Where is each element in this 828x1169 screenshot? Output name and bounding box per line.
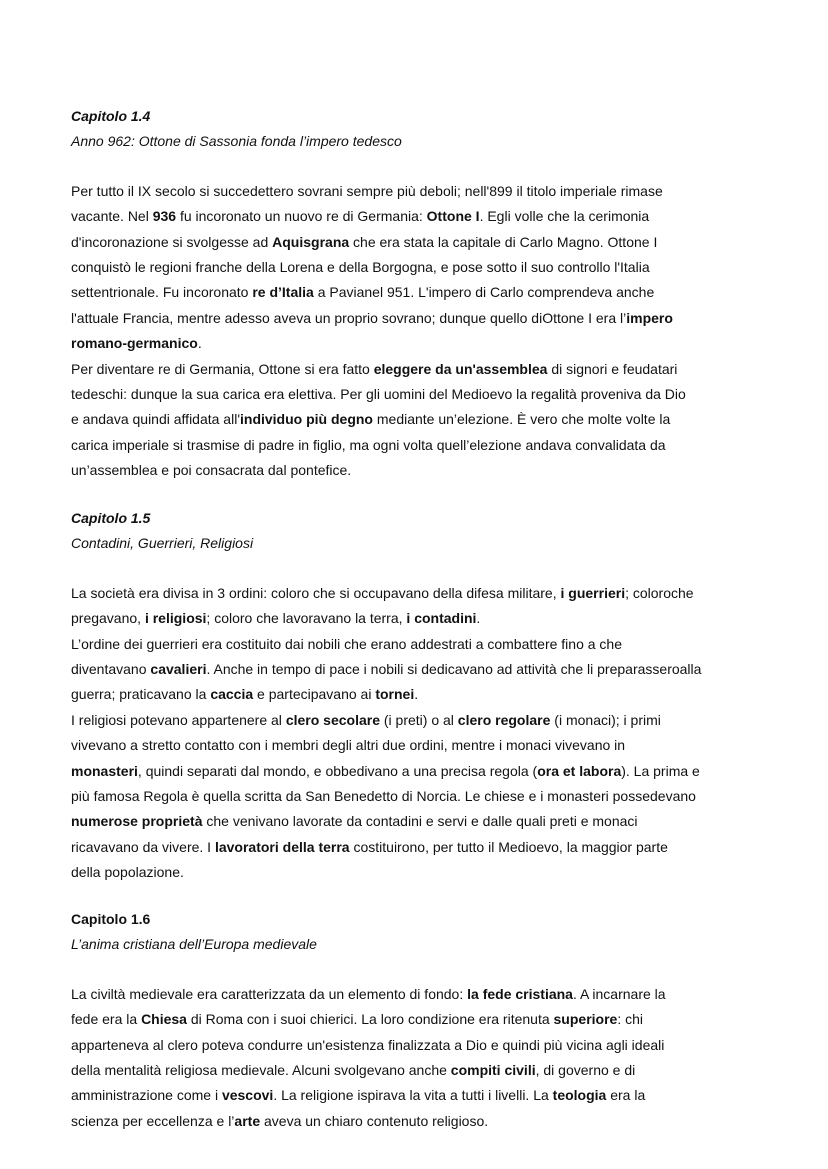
text-run: vivevano a stretto contatto con i membri degli altri due ordini, mentre i monaci vivevano in [71, 737, 626, 754]
bold-term: numerose proprietà [71, 813, 203, 830]
text-line [71, 759, 701, 784]
text-run: . [476, 610, 481, 627]
text-run: vacante. Nel [71, 208, 153, 225]
text-line [71, 255, 686, 280]
chapter-title: Capitolo 1.4 [71, 108, 151, 124]
text-run: ). La prima e [621, 762, 700, 779]
text-line [71, 204, 686, 229]
chapter-1-4 [71, 104, 686, 483]
spacer [71, 958, 666, 982]
text-run: di signori e feudatari [547, 360, 678, 377]
text-run: della popolazione. [71, 864, 184, 881]
text-line [71, 1083, 666, 1108]
bold-term: eleggere da un'assemblea [373, 360, 548, 377]
text-run: Per diventare re di Germania, Ottone si era fatto [71, 360, 374, 377]
text-line [71, 733, 701, 758]
bold-term: arte [234, 1112, 261, 1129]
text-line [71, 809, 701, 834]
bold-term: superiore [553, 1011, 618, 1028]
text-run: fede era la [71, 1011, 142, 1028]
bold-term: la fede cristiana [467, 985, 573, 1002]
text-line [71, 458, 686, 483]
text-line [71, 306, 686, 331]
text-run: e partecipavano ai [253, 686, 376, 703]
text-line [71, 835, 701, 860]
text-run: apparteneva al clero poteva condurre un'esistenza finalizzata a Dio e quindi più vicina agli ideali [71, 1036, 665, 1053]
text-run: mediante un’elezione. È vero che molte volte la [372, 411, 671, 428]
bold-term: i contadini [406, 610, 477, 627]
bold-term: i guerrieri [560, 584, 626, 601]
chapter-title: Capitolo 1.5 [71, 510, 151, 526]
chapter-subtitle: L’anima cristiana dell’Europa medievale [71, 936, 317, 953]
text-line [71, 657, 701, 682]
text-run: a Pavianel 951. L'impero di Carlo comprendeva anche [313, 284, 655, 301]
text-run: . Anche in tempo di pace i nobili si dedicavano ad attività che li preparasseroalla [206, 660, 702, 677]
text-line [71, 1033, 666, 1058]
text-run: (i preti) o al [379, 711, 458, 728]
text-run: carica imperiale si trasmise di padre in figlio, ma ogni volta quell’elezione andava convalidata da [71, 436, 666, 453]
text-line [71, 407, 686, 432]
text-run: : chi [617, 1011, 644, 1028]
text-run: aveva un chiaro contenuto religioso. [260, 1112, 489, 1129]
text-line [71, 331, 686, 356]
text-run: ; coloro che lavoravano la terra, [206, 610, 407, 627]
bold-term: romano-germanico [71, 335, 198, 352]
text-run: amministrazione come i [71, 1087, 222, 1104]
text-line [71, 433, 686, 458]
text-run: settentrionale. Fu incoronato [71, 284, 253, 301]
bold-term: 936 [152, 208, 177, 225]
text-line [71, 382, 686, 407]
bold-term: teologia [552, 1087, 607, 1104]
text-line [71, 1109, 666, 1134]
text-run: conquistò le regioni franche della Lorena e della Borgogna, e pose sotto il suo controllo l'Italia [71, 258, 650, 275]
bold-term: individuo più degno [240, 411, 373, 428]
bold-term: clero regolare [457, 711, 551, 728]
text-run: , quindi separati dal mondo, e obbedivano a una precisa regola ( [137, 762, 538, 779]
text-run: guerra; praticavano la [71, 686, 211, 703]
text-line [71, 708, 701, 733]
bold-term: i religiosi [144, 610, 207, 627]
text-run: ; coloroche [625, 584, 694, 601]
text-run: La società era divisa in 3 ordini: coloro che si occupavano della difesa militare, [71, 584, 561, 601]
text-line [71, 230, 686, 255]
text-line [71, 1058, 666, 1083]
chapter-subtitle: Contadini, Guerrieri, Religiosi [71, 535, 254, 552]
text-run: fu incoronato un nuovo re di Germania: [176, 208, 427, 225]
bold-term: Ottone I [426, 208, 480, 225]
chapter-1-6 [71, 907, 666, 1134]
text-run: che era stata la capitale di Carlo Magno. Ottone I [349, 233, 658, 250]
text-line [71, 1007, 666, 1032]
bold-term: caccia [210, 686, 254, 703]
text-run: . Egli volle che la cerimonia [479, 208, 650, 225]
text-run: , di governo e di [535, 1061, 636, 1078]
text-run: scienza per eccellenza e l’ [71, 1112, 235, 1129]
text-run: tedeschi: dunque la sua carica era elettiva. Per gli uomini del Medioevo la regalità proveniva da Dio [71, 385, 686, 402]
text-run: pregavano, [71, 610, 145, 627]
chapter-1-5 [71, 506, 701, 885]
text-run: diventavano [71, 660, 151, 677]
text-line [71, 784, 701, 809]
bold-term: compiti civili [450, 1061, 536, 1078]
text-run: costituirono, per tutto il Medioevo, la maggior parte [349, 838, 668, 855]
bold-term: clero secolare [285, 711, 380, 728]
text-run: l'attuale Francia, mentre adesso aveva un proprio sovrano; dunque quello diOttone I era l’ [71, 309, 627, 326]
spacer [71, 557, 701, 581]
text-run: più famosa Regola è quella scritta da San Benedetto di Norcia. Le chiese e i monasteri possedevano [71, 787, 696, 804]
text-run: e andava quindi affidata all' [71, 411, 240, 428]
bold-term: ora et labora [537, 762, 622, 779]
chapter-title: Capitolo 1.6 [71, 911, 151, 927]
text-line [71, 606, 701, 631]
spacer [71, 155, 686, 179]
text-run: . [414, 686, 419, 703]
bold-term: cavalieri [150, 660, 207, 677]
text-line [71, 581, 701, 606]
bold-term: monasteri [71, 762, 138, 779]
bold-term: impero [626, 309, 673, 326]
text-run: d'incoronazione si svolgesse ad [71, 233, 273, 250]
bold-term: Aquisgrana [272, 233, 350, 250]
bold-term: Chiesa [141, 1011, 187, 1028]
text-run: Per tutto il IX secolo si succedettero sovrani sempre più deboli; nell'899 il titolo imperiale rimase [71, 182, 663, 199]
text-line [71, 860, 701, 885]
text-run: di Roma con i suoi chierici. La loro condizione era ritenuta [186, 1011, 554, 1028]
text-run: L’ordine dei guerrieri era costituito dai nobili che erano addestrati a combattere fino a che [71, 635, 622, 652]
text-run: . A incarnare la [572, 985, 666, 1002]
text-line [71, 357, 686, 382]
text-run: che venivano lavorate da contadini e servi e dalle quali preti e monaci [202, 813, 638, 830]
text-line [71, 632, 701, 657]
text-line [71, 682, 701, 707]
chapter-subtitle: Anno 962: Ottone di Sassonia fonda l’impero tedesco [71, 133, 402, 150]
text-run: era la [606, 1087, 646, 1104]
text-line [71, 179, 686, 204]
text-line [71, 280, 686, 305]
text-run: La civiltà medievale era caratterizzata da un elemento di fondo: [71, 985, 468, 1002]
text-run: della mentalità religiosa medievale. Alcuni svolgevano anche [71, 1061, 451, 1078]
bold-term: tornei [375, 686, 415, 703]
text-run: I religiosi potevano appartenere al [71, 711, 286, 728]
text-line [71, 982, 666, 1007]
text-run: ricavavano da vivere. I [71, 838, 215, 855]
bold-term: re d’Italia [252, 284, 314, 301]
text-run: . La religione ispirava la vita a tutti i livelli. La [273, 1087, 553, 1104]
text-run: . [197, 335, 202, 352]
text-run: un’assemblea e poi consacrata dal pontefice. [71, 462, 352, 479]
bold-term: vescovi [221, 1087, 274, 1104]
text-run: (i monaci); i primi [550, 711, 661, 728]
bold-term: lavoratori della terra [214, 838, 350, 855]
